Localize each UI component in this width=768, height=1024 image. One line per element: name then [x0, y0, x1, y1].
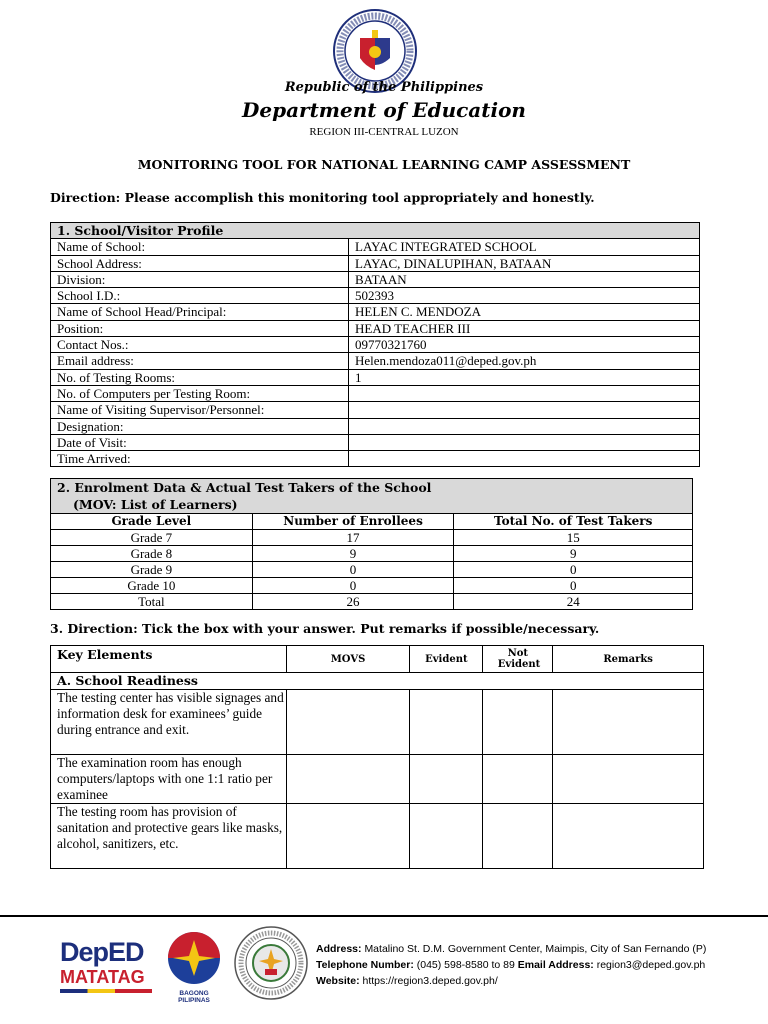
- profile-label: No. of Testing Rooms:: [51, 369, 349, 385]
- checklist-row: [51, 804, 704, 869]
- profile-value: 1: [349, 369, 700, 385]
- movs-cell[interactable]: [286, 755, 410, 804]
- direction-text: Direction: Please accomplish this monitoring tool appropriately and honestly.: [50, 190, 595, 205]
- key-elements-table: [50, 645, 704, 869]
- profile-value: 502393: [349, 288, 700, 304]
- profile-row: [51, 353, 700, 369]
- footer-address: Address: Matalino St. D.M. Government Center, Maimpis, City of San Fernando (P): [316, 943, 707, 955]
- footer-divider: [0, 915, 768, 917]
- profile-row: [51, 255, 700, 271]
- movs-cell[interactable]: [286, 690, 410, 755]
- enrolment-row: [51, 594, 693, 610]
- document-title: MONITORING TOOL FOR NATIONAL LEARNING CAMP ASSESSMENT: [137, 157, 631, 172]
- enrolment-cell: 24: [454, 594, 693, 610]
- col-not-evident: Not Evident: [483, 646, 553, 673]
- profile-label: Designation:: [51, 418, 349, 434]
- checklist-row: [51, 755, 704, 804]
- profile-label: No. of Computers per Testing Room:: [51, 385, 349, 401]
- profile-row: [51, 434, 700, 450]
- enrolment-cell: 26: [252, 594, 454, 610]
- profile-label: School I.D.:: [51, 288, 349, 304]
- profile-row: [51, 337, 700, 353]
- profile-row: [51, 320, 700, 336]
- footer-contact: Telephone Number: (045) 598-8580 to 89 Email Address: region3@deped.gov.ph: [316, 959, 706, 971]
- remarks-field[interactable]: [553, 690, 704, 755]
- profile-row: [51, 271, 700, 287]
- col-key-elements: Key Elements: [51, 646, 287, 673]
- profile-heading: 1. School/Visitor Profile: [51, 223, 700, 239]
- enrolment-cell: 0: [252, 562, 454, 578]
- enrolment-cell: Grade 7: [51, 530, 253, 546]
- footer-website: Website: https://region3.deped.gov.ph/: [316, 975, 498, 987]
- not-evident-checkbox[interactable]: [483, 755, 553, 804]
- profile-value: Helen.mendoza011@deped.gov.ph: [349, 353, 700, 369]
- evident-checkbox[interactable]: [410, 755, 483, 804]
- remarks-field[interactable]: [553, 804, 704, 869]
- profile-row: [51, 385, 700, 401]
- profile-value: HELEN C. MENDOZA: [349, 304, 700, 320]
- col-remarks: Remarks: [553, 646, 704, 673]
- profile-value: LAYAC, DINALUPIHAN, BATAAN: [349, 255, 700, 271]
- col-enrollees: Number of Enrollees: [252, 514, 454, 530]
- profile-label: Position:: [51, 320, 349, 336]
- profile-row: [51, 369, 700, 385]
- bagong-pilipinas-logo: BAGONG PILIPINAS: [163, 930, 225, 1000]
- profile-row: [51, 402, 700, 418]
- col-test-takers: Total No. of Test Takers: [454, 514, 693, 530]
- enrolment-heading: [51, 479, 693, 514]
- profile-value: [349, 434, 700, 450]
- section-school-readiness: A. School Readiness: [51, 673, 704, 690]
- not-evident-checkbox[interactable]: [483, 690, 553, 755]
- key-element-text: The testing center has visible signages and information desk for examinees’ guide during entrance and exit.: [51, 690, 287, 755]
- enrolment-cell: 15: [454, 530, 693, 546]
- profile-row: [51, 288, 700, 304]
- profile-row: [51, 418, 700, 434]
- profile-label: School Address:: [51, 255, 349, 271]
- remarks-field[interactable]: [553, 755, 704, 804]
- enrolment-cell: Grade 10: [51, 578, 253, 594]
- department-header: Department of Education: [242, 98, 526, 122]
- enrolment-cell: Grade 9: [51, 562, 253, 578]
- profile-value: 09770321760: [349, 337, 700, 353]
- profile-row: [51, 304, 700, 320]
- deped-matatag-logo: DepED MATATAG: [60, 937, 156, 999]
- col-grade-level: Grade Level: [51, 514, 253, 530]
- col-movs: MOVS: [286, 646, 410, 673]
- enrolment-heading-line1: 2. Enrolment Data & Actual Test Takers of the School: [57, 480, 432, 495]
- evident-checkbox[interactable]: [410, 804, 483, 869]
- enrolment-cell: 9: [252, 546, 454, 562]
- not-evident-checkbox[interactable]: [483, 804, 553, 869]
- profile-value: BATAAN: [349, 271, 700, 287]
- profile-label: Email address:: [51, 353, 349, 369]
- profile-row: [51, 451, 700, 467]
- bagong-pilipinas-icon: [163, 930, 225, 986]
- evident-checkbox[interactable]: [410, 690, 483, 755]
- enrolment-row: [51, 546, 693, 562]
- profile-value: [349, 402, 700, 418]
- enrolment-row: [51, 578, 693, 594]
- profile-label: Contact Nos.:: [51, 337, 349, 353]
- enrolment-cell: 0: [454, 562, 693, 578]
- enrolment-row: [51, 530, 693, 546]
- republic-header: Republic of the Philippines: [284, 80, 484, 95]
- enrolment-cell: 9: [454, 546, 693, 562]
- col-evident: Evident: [410, 646, 483, 673]
- enrolment-table: [50, 478, 693, 610]
- profile-label: Name of School:: [51, 239, 349, 255]
- profile-label: Division:: [51, 271, 349, 287]
- enrolment-cell: Total: [51, 594, 253, 610]
- enrolment-cell: 17: [252, 530, 454, 546]
- profile-value: [349, 418, 700, 434]
- region-header: REGION III-CENTRAL LUZON: [309, 126, 459, 138]
- key-element-text: The examination room has enough computers/laptops with one 1:1 ratio per examinee: [51, 755, 287, 804]
- checklist-direction: 3. Direction: Tick the box with your answer. Put remarks if possible/necessary.: [50, 621, 600, 636]
- profile-value: HEAD TEACHER III: [349, 320, 700, 336]
- profile-label: Time Arrived:: [51, 451, 349, 467]
- enrolment-heading-line2: (MOV: List of Learners): [73, 497, 238, 512]
- profile-value: LAYAC INTEGRATED SCHOOL: [349, 239, 700, 255]
- movs-cell[interactable]: [286, 804, 410, 869]
- profile-label: Name of Visiting Supervisor/Personnel:: [51, 402, 349, 418]
- profile-label: Name of School Head/Principal:: [51, 304, 349, 320]
- key-element-text: The testing room has provision of sanitation and protective gears like masks, alcohol, sanitizers, etc.: [51, 804, 287, 869]
- profile-value: [349, 451, 700, 467]
- enrolment-cell: 0: [252, 578, 454, 594]
- profile-label: Date of Visit:: [51, 434, 349, 450]
- enrolment-cell: Grade 8: [51, 546, 253, 562]
- checklist-row: [51, 690, 704, 755]
- region-seal-logo: [233, 925, 309, 1001]
- website-link[interactable]: https://region3.deped.gov.ph/: [362, 975, 498, 987]
- profile-table: [50, 222, 700, 467]
- profile-row: [51, 239, 700, 255]
- enrolment-cell: 0: [454, 578, 693, 594]
- profile-value: [349, 385, 700, 401]
- enrolment-row: [51, 562, 693, 578]
